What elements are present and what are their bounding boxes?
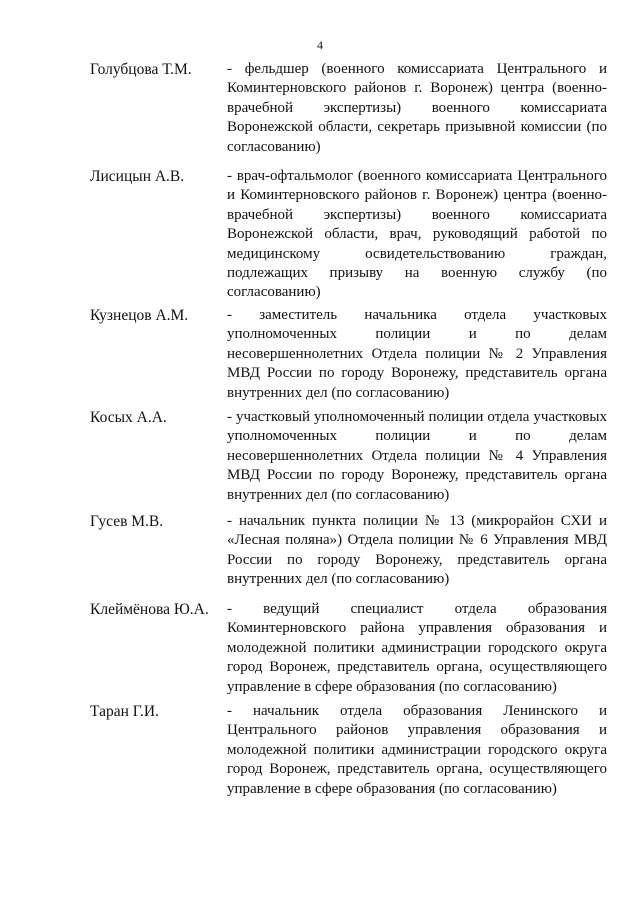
page-number: 4 bbox=[317, 38, 323, 52]
member-description: - участковый уполномоченный полиции отдела участковых уполномоченных полиции и по делам несовершеннолетних Отдела полиции № 4 Управления МВД России по городу Воронежу, представитель органа внутренних дел (по согласованию) bbox=[227, 409, 607, 503]
member-name: Голубцова Т.М. bbox=[90, 61, 192, 78]
member-description: - врач-офтальмолог (военного комиссариата Центрального и Коминтерновского районов г. Воронеж) центра (военно-врачебной экспертизы) военного комиссариата Воронежской области, врач, руководящий работой по медицинскому освидетельствованию граждан, подлежащих призыву на военную службу (по согласованию) bbox=[227, 168, 607, 301]
member-description: - фельдшер (военного комиссариата Центрального и Коминтерновского районов г. Воронеж) центра (военно-врачебной экспертизы) военного комиссариата Воронежской области, секретарь призывной комиссии (по согласованию) bbox=[227, 61, 607, 155]
member-name: Лисицын А.В. bbox=[90, 168, 185, 185]
member-name: Клеймёнова Ю.А. bbox=[90, 601, 209, 618]
member-description: - ведущий специалист отдела образования Коминтерновского района управления образования и молодежной политики администрации городского округа город Воронеж, представитель органа, осуществляющего управление в сфере образования (по согласованию) bbox=[227, 601, 607, 695]
member-name: Кузнецов А.М. bbox=[90, 307, 189, 324]
member-description: - начальник пункта полиции № 13 (микрорайон СХИ и «Лесная поляна») Отдела полиции № 6 Управления МВД России по городу Воронежу, представитель органа внутренних дел (по согласованию) bbox=[227, 513, 607, 588]
member-description: - начальник отдела образования Ленинского и Центрального районов управления образования и молодежной политики администрации городского округа город Воронеж, представитель органа, осуществляющего управление в сфере образования (по согласованию) bbox=[227, 703, 607, 797]
member-name: Гусев М.В. bbox=[90, 513, 164, 530]
member-name: Таран Г.И. bbox=[90, 703, 159, 720]
member-description: - заместитель начальника отдела участковых уполномоченных полиции и по делам несовершеннолетних Отдела полиции № 2 Управления МВД России по городу Воронежу, представитель органа внутренних дел (по согласованию) bbox=[227, 307, 607, 401]
member-name: Косых А.А. bbox=[90, 409, 167, 426]
